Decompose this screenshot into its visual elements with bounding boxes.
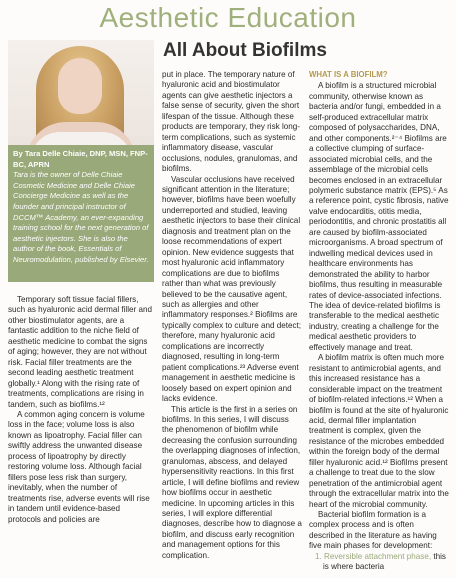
phase-number: 1.: [315, 551, 322, 561]
article-column-2: [162, 70, 302, 561]
article-title: All About Biofilms: [163, 40, 327, 61]
author-bio-box: [8, 145, 154, 282]
paragraph: put in place. The temporary nature of hyaluronic acid and biostimulator agents can give aesthetic injectors a false sense of security, given the short lifespan of the tissue. Although these products are temporary, they risk long-term complications, such as systemic inflammatory disease, vascular occlusions, nodules, granulomas, and biofilms.: [162, 70, 300, 174]
author-photo: [8, 40, 154, 145]
phase-title: Reversible attachment phase,: [324, 551, 432, 561]
paragraph: A biofilm matrix is often much more resistant to antimicrobial agents, and this increased resistance has a considerable impact on the treatment of biofilm-related infections.¹² When a biofilm is found at the site of hyaluronic acid, dermal filler implantation treatment is complex, given the resistance of the microbes embedded within the foreign body of the dermal filler hyaluronic acid.¹² Biofilms present a challenge to treat due to the slow penetration of the antimicrobial agent through the extracellular matrix into the heart of the microbial community.: [309, 353, 449, 509]
phase-text: this is where bacteria: [323, 551, 446, 572]
author-face: [58, 58, 102, 114]
author-byline: By Tara Delle Chiaie, DNP, MSN, FNP-BC, APRN: [13, 149, 148, 169]
article-column-1: [8, 295, 154, 525]
paragraph: Vascular occlusions have received significant attention in the literature; however, biofilms have been woefully underreported and studied, leaving aesthetic injectors to base their clinical diagnosis and treatment plan on the loose recommendations of expert opinion. New evidence suggests that most hyaluronic acid inflammatory complications are due to biofilms rather than what was previously believed to be the causative agent, such as allergies and other inflammatory responses.² Biofilms are typically complex to culture and detect; therefore, many hyaluronic acid complications are incorrectly diagnosed, resulting in long-term patient complications.²³ Adverse event management in aesthetic medicine is loosely based on expert opinion and lacks evidence.: [162, 174, 302, 404]
section-title: Aesthetic Education: [99, 2, 357, 33]
section-subheading: WHAT IS A BIOFILM?: [309, 70, 388, 79]
phase-list-item: [309, 552, 449, 573]
article-column-3: [309, 70, 449, 573]
paragraph: A common aging concern is volume loss in the face; volume loss is also known as lipoatrophy. Facial filler can swiftly address the unwanted disease process of lipoatrophy by directly restoring volume loss. Although facial fillers pose less risk than surgery, inevitably, when the number of treatments rise, adverse events will rise in tandem until evidence-based protocols and policies are: [8, 409, 150, 524]
paragraph: Temporary soft tissue facial fillers, such as hyaluronic acid dermal filler and other biostimulator agents, are a fantastic addition to the niche field of aesthetic medicine to combat the signs of aging; however, they are not without risk. Facial filler treatments are the second leading aesthetic treatment globally.¹ Along with the rising rate of treatments, complications are rising in tandem, such as biofilms.¹²: [8, 295, 152, 409]
paragraph: Bacterial biofilm formation is a complex process and is often described in the literature as having five main phases for development:: [309, 510, 437, 551]
author-description: Tara is the owner of Delle Chiaie Cosmetic Medicine and Delle Chiaie Concierge Medicine as well as the founder and principal instructor of DCCM™ Academy, an ever-expanding training school for the next generation of aesthetic injectors. She is also the author of the book, Essentials of Neuromodulation, published by Elsevier.: [13, 170, 149, 264]
paragraph: A biofilm is a structured microbial community, otherwise known as bacteria and/or fungi, embedded in a self-produced extracellular matrix composed of polysaccharides, DNA, and other components.²⁻⁴ Biofilms are a collective clumping of surface-associated microbial cells, and the assemblage of the microbial cells becomes enclosed in an extracellular polymeric substance matrix (EPS).⁵ As a reference point, cystic fibrosis, native valve endocarditis, otitis media, periodontitis, and chronic prostatitis all are caused by biofilm-associated microorganisms. A broad spectrum of indwelling medical devices used in healthcare environments has demonstrated the ability to harbor biofilms, thus resulting in measurable rates of device-associated infections. The idea of device-related biofilms is transferable to the medical aesthetic industry, creating a challenge for the medical aesthetic providers to effectively manage and treat.: [309, 81, 449, 352]
paragraph: This article is the first in a series on biofilms. In this series, I will discuss the phenomenon of biofilm while decreasing the confusion surrounding the overlapping diagnoses of infection, granulomas, abscess, and delayed hypersensitivity reactions. In this first article, I will define biofilms and review how biofilms occur in aesthetic medicine. In upcoming articles in this series, I will explore differential diagnoses, describe how to diagnose a biofilm, and discuss early recognition and management options for this complication.: [162, 404, 302, 560]
